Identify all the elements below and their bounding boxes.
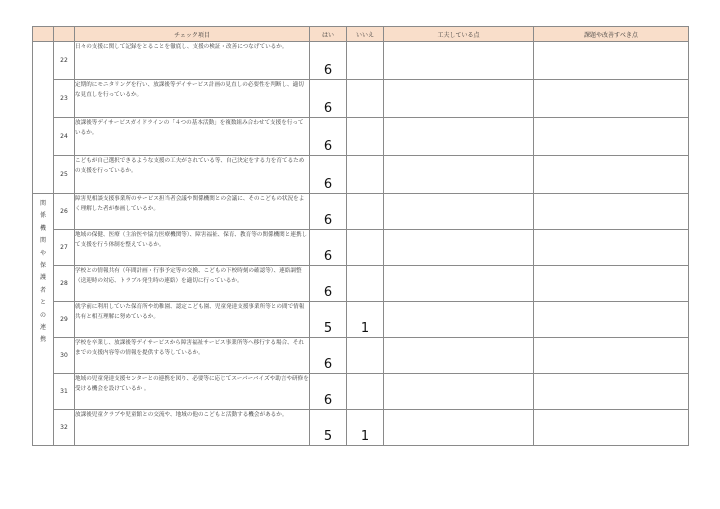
check-item-text: 地域の児童発達支援センターとの連携を図り、必要等に応じてスーパーバイズや助言や研修を受ける機会を設けているか 。: [75, 374, 310, 410]
row-number: 23: [54, 80, 75, 118]
check-item-text: 放課後児童クラブや児童館との交流や、地域の他のこどもと活動する機会があるか。: [75, 410, 310, 446]
check-item-text: 学校を卒業し、放課後等デイサービスから障害福祉サービス事業所等へ移行する場合、それまでの支援内容等の情報を提供する等しているか。: [75, 338, 310, 374]
effort-cell[interactable]: [384, 230, 534, 266]
row-number: 30: [54, 338, 75, 374]
row-number: 24: [54, 118, 75, 156]
issues-cell[interactable]: [534, 194, 689, 230]
issues-cell[interactable]: [534, 266, 689, 302]
check-item-text: こどもが自己選択できるような支援の工夫がされている等、自己決定をする力を育てるための支援を行っているか。: [75, 156, 310, 194]
table-row: [33, 338, 689, 374]
issues-cell[interactable]: [534, 118, 689, 156]
row-number: 22: [54, 42, 75, 80]
header-effort: 工夫している点: [384, 27, 534, 42]
table-row: [33, 118, 689, 156]
effort-cell[interactable]: [384, 266, 534, 302]
table-row: [33, 230, 689, 266]
row-number: 32: [54, 410, 75, 446]
header-yes: はい: [310, 27, 347, 42]
effort-cell[interactable]: [384, 410, 534, 446]
no-count[interactable]: [347, 80, 384, 118]
header-no: いいえ: [347, 27, 384, 42]
effort-cell[interactable]: [384, 156, 534, 194]
row-number: 31: [54, 374, 75, 410]
table-row: [33, 156, 689, 194]
issues-cell[interactable]: [534, 80, 689, 118]
no-count[interactable]: [347, 194, 384, 230]
yes-count[interactable]: 6: [310, 266, 347, 302]
category-cell-previous: [33, 42, 54, 194]
issues-cell[interactable]: [534, 156, 689, 194]
no-count[interactable]: [347, 338, 384, 374]
issues-cell[interactable]: [534, 230, 689, 266]
table-row: [33, 80, 689, 118]
no-count[interactable]: [347, 156, 384, 194]
check-item-text: 放課後等デイサービスガイドラインの「４つの基本活動」を複数組み合わせて支援を行っているか。: [75, 118, 310, 156]
no-count[interactable]: [347, 230, 384, 266]
effort-cell[interactable]: [384, 374, 534, 410]
issues-cell[interactable]: [534, 374, 689, 410]
issues-cell[interactable]: [534, 302, 689, 338]
row-number: 27: [54, 230, 75, 266]
check-item-text: 就学前に利用していた保育所や幼稚園、認定こども園、児童発達支援事業所等との間で情報共有と相互理解に努めているか。: [75, 302, 310, 338]
yes-count[interactable]: 5: [310, 410, 347, 446]
check-item-text: 障害児相談支援事業所のサービス担当者会議や関係機関との会議に、そのこどもの状況をよく理解した者が参画しているか。: [75, 194, 310, 230]
no-count[interactable]: 1: [347, 410, 384, 446]
header-row: [33, 27, 689, 42]
no-count[interactable]: [347, 266, 384, 302]
table-row: [33, 42, 689, 80]
row-number: 26: [54, 194, 75, 230]
yes-count[interactable]: 6: [310, 80, 347, 118]
no-count[interactable]: [347, 374, 384, 410]
header-category-cell: [33, 27, 54, 42]
category-cell: [33, 194, 54, 446]
row-number: 28: [54, 266, 75, 302]
yes-count[interactable]: 6: [310, 194, 347, 230]
check-item-text: 地域の保健、医療（主治医や協力医療機関等）、障害福祉、保育、教育等の関係機関と連携して支援を行う体制を整えているか。: [75, 230, 310, 266]
effort-cell[interactable]: [384, 80, 534, 118]
no-count[interactable]: 1: [347, 302, 384, 338]
table-row: [33, 194, 689, 230]
table-row: [33, 410, 689, 446]
row-number: 29: [54, 302, 75, 338]
issues-cell[interactable]: [534, 42, 689, 80]
check-item-text: 日々の支援に関して記録をとることを徹底し、支援の検証・改善につなげているか。: [75, 42, 310, 80]
effort-cell[interactable]: [384, 338, 534, 374]
yes-count[interactable]: 6: [310, 42, 347, 80]
effort-cell[interactable]: [384, 302, 534, 338]
header-check-item: チェック項目: [75, 27, 310, 42]
category-label: 関 係 機 関 や 保 護 者 と の 連 携: [39, 200, 46, 344]
yes-count[interactable]: 6: [310, 338, 347, 374]
yes-count[interactable]: 6: [310, 230, 347, 266]
header-number-cell: [54, 27, 75, 42]
self-evaluation-table: [32, 26, 689, 446]
no-count[interactable]: [347, 118, 384, 156]
table-row: [33, 374, 689, 410]
check-item-text: 学校との情報共有（年間計画・行事予定等の交換、こどもの下校時刻の確認等）、連絡調整（送迎時の対応、トラブル発生時の連絡）を適切に行っているか。: [75, 266, 310, 302]
no-count[interactable]: [347, 42, 384, 80]
yes-count[interactable]: 6: [310, 118, 347, 156]
effort-cell[interactable]: [384, 42, 534, 80]
yes-count[interactable]: 6: [310, 156, 347, 194]
table-row: [33, 266, 689, 302]
effort-cell[interactable]: [384, 194, 534, 230]
check-item-text: 定期的にモニタリングを行い、放課後等デイサービス計画の見直しの必要性を判断し、適切な見直しを行っているか。: [75, 80, 310, 118]
yes-count[interactable]: 5: [310, 302, 347, 338]
issues-cell[interactable]: [534, 338, 689, 374]
row-number: 25: [54, 156, 75, 194]
table-row: [33, 302, 689, 338]
issues-cell[interactable]: [534, 410, 689, 446]
header-issues: 課題や改善すべき点: [534, 27, 689, 42]
effort-cell[interactable]: [384, 118, 534, 156]
yes-count[interactable]: 6: [310, 374, 347, 410]
